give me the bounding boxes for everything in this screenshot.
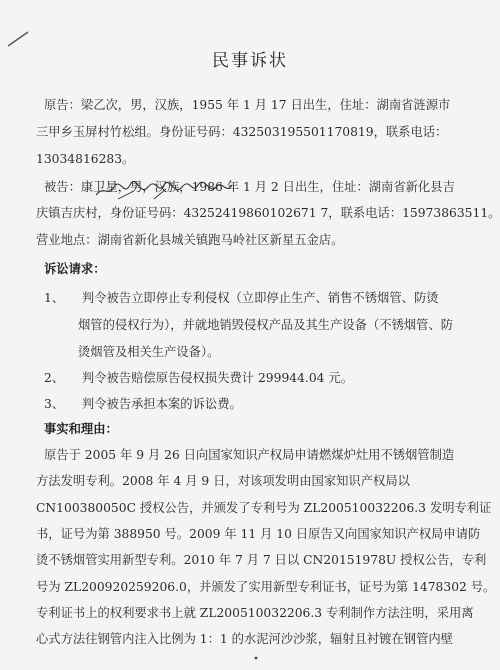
claim-1-line-2: 烟管的侵权行为），并就地销毁侵权产品及其生产设备（不锈烟管、防 — [78, 318, 454, 332]
claim-1-number: 1、 — [44, 291, 65, 305]
handwritten-annotation — [94, 179, 234, 201]
facts-line-5: 烫不锈烟管实用新型专利。2010 年 7 月 7 日以 CN20151978U 授权公告，专利 — [36, 553, 487, 567]
claim-2-text: 判令被告赔偿原告侵权损失费计 299944.04 元。 — [81, 371, 353, 385]
claims-heading: 诉讼请求： — [44, 261, 106, 276]
claim-3-text: 判令被告承担本案的诉讼费。 — [81, 397, 242, 411]
claim-1-text-1: 判令被告立即停止专利侵权（立即停止生产、销售不锈烟管、防烫 — [81, 291, 439, 305]
plaintiff-line-1: 原告：梁乙次，男，汉族，1955 年 1 月 17 日出生，住址：湖南省涟源市 — [44, 98, 451, 112]
claim-2-line — [44, 370, 494, 386]
claim-1-line-1 — [44, 290, 494, 306]
facts-line-2: 方法发明专利。2008 年 4 月 9 日，对该项发明由国家知识产权局以 — [36, 474, 410, 488]
facts-line-1: 原告于 2005 年 9 月 26 日向国家知识产权局申请燃煤炉灶用不锈烟管制造 — [44, 448, 455, 462]
facts-line-7: 专利证书上的权利要求书上就 ZL200510032206.3 专利制作方法注明，采用离 — [36, 606, 474, 620]
document-title: 民事诉状 — [212, 51, 288, 71]
facts-line-8: 心式方法往钢管内注入比例为 1：1 的水泥河沙沙浆，辐射且衬镀在钢管内壁 — [36, 632, 453, 646]
claim-1-line-3: 烫烟管及相关生产设备）。 — [78, 345, 220, 359]
claim-3-number: 3、 — [44, 397, 65, 411]
business-address-line: 营业地点：湖南省新化县城关镇跑马岭社区新星五金店。 — [36, 233, 344, 247]
claim-2-number: 2、 — [44, 371, 65, 385]
plaintiff-line-2: 三甲乡玉屏村竹松组。身份证号码：432503195501170819，联系电话： — [36, 125, 448, 139]
facts-line-6: 号为 ZL200920259206.0，并颁发了实用新型专利证书，证号为第 1478302 号。 — [36, 580, 496, 594]
page-dot-icon — [254, 656, 258, 660]
defendant-line-1: 被告：康卫星，男，汉族，1986 年 1 月 2 日出生，住址：湖南省新化县吉 — [44, 180, 455, 194]
facts-line-4: 书，证号为第 388950 号。2009 年 11 月 10 日原告又向国家知识产权局申请防 — [36, 527, 481, 541]
defendant-line-2: 庆镇吉庆村，身份证号码：43252419860102671 7，联系电话：15973863511。 — [36, 206, 500, 220]
facts-heading: 事实和理由： — [44, 421, 118, 436]
facts-line-3: CN100380050C 授权公告，并颁发了专利号为 ZL200510032206.3 发明专利证 — [36, 501, 492, 515]
claim-3-line — [44, 396, 494, 412]
plaintiff-line-3: 13034816283。 — [36, 152, 135, 166]
